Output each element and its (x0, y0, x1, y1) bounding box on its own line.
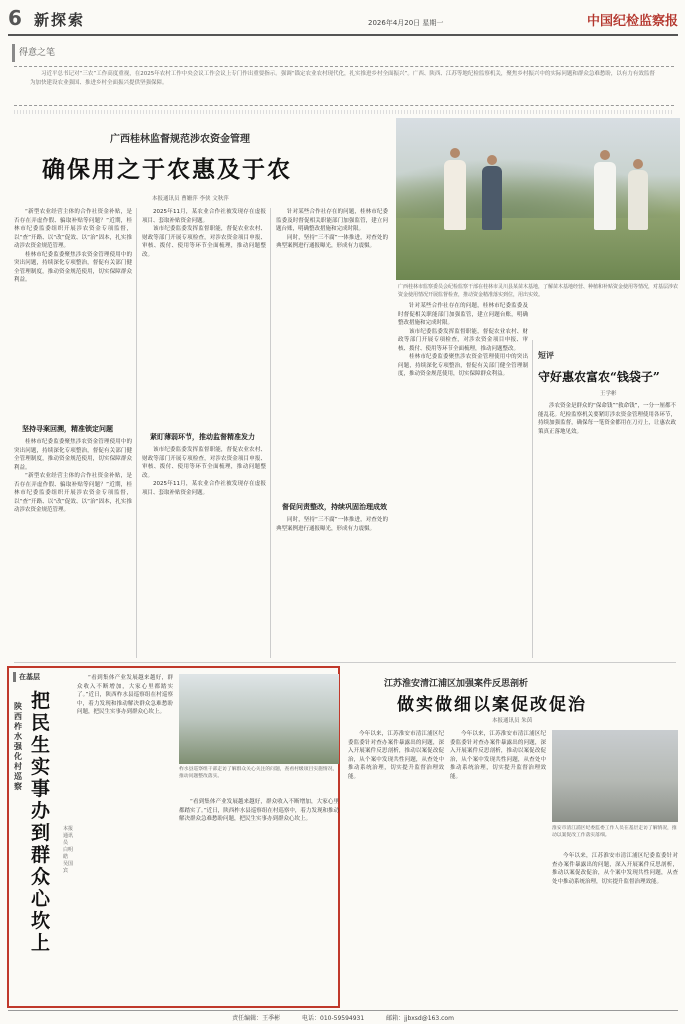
paragraph: 今年以来，江苏淮安市清江浦区纪委监委针对查办案件暴露出的问题，深入开展案件反思剖析，推动以案促改促治，从个案中发现共性问题，从查处中推动系统治理，切实提升监督治理效能。 (552, 853, 678, 885)
main-column-1 (14, 208, 132, 420)
paragraph: “新型农业经营主体的合作社资金补贴，是否存在弄虚作假、骗取补贴等问题？”近期，桂林市纪委监委组织开展涉农资金专项监督，以“查”开路、以“改”促效、以“治”固本，扎实推动涉农资金规范管理。 (14, 209, 132, 249)
paragraph: 同时，坚持“三不腐”一体推进，对查处的典型案例进行通报曝光，形成有力震慑。 (276, 234, 388, 249)
paragraph: 该市纪委监委发挥监督职能，督促农业农村、财政等部门开展专项检查，对涉农资金项目申报、审核、拨付、使用等环节全面梳理，推动问题整改。 (398, 328, 528, 352)
paragraph: 涉农资金是群众的“保命钱”“救命钱”，一分一厘都不能乱花。纪检监察机关要紧盯涉农资金管理使用各环节，持续加强监督，确保每一笔资金都用在刀刃上，让惠农政策真正落地见效。 (538, 403, 676, 435)
photo-person (628, 170, 648, 230)
main-column-3b (276, 516, 388, 658)
photo-person (594, 162, 616, 230)
footer-editor: 责任编辑：王季彬 (232, 1015, 281, 1022)
paragraph: 桂林市纪委监委聚焦涉农资金管理使用中的突出问题，持续深化专项整治，督促有关部门健全管理制度，推动资金规范使用，切实保障群众利益。 (14, 439, 132, 471)
sj-kicker: 江苏淮安清江浦区加强案件反思剖析 (384, 679, 529, 689)
column-rule (270, 208, 271, 658)
column-rule (532, 340, 533, 658)
photo-person-head (600, 150, 610, 160)
local-column-1 (77, 674, 173, 1004)
main-column-2b (142, 446, 266, 658)
sj-photo-caption: 淮安市清江浦区纪委监委工作人员在基层走访了解情况，推动以案促改工作落实落细。 (552, 826, 677, 838)
paragraph: “看到集体产业发展越来越好，群众收入不断增加，大家心里都踏实了。”近日，陕西柞水县巡察组在村巡察中，着力发现和推动解决群众急难愁盼问题，把民生实事办到群众心坎上。 (77, 675, 173, 715)
sj-column-2 (450, 730, 546, 1006)
main-photo (396, 118, 680, 280)
column-rule (136, 208, 137, 658)
local-tag: 在基层 (13, 672, 40, 682)
sidebar-tag: 短评 (538, 351, 554, 360)
main-photo-caption: 广西桂林市监察委员会纪检监察干部在桂林市灵川县某苗木基地，了解苗木基地经营、种植和补贴资金使用等情况，对基层涉农资金使用情况开展监督检查，推动资金精准落实到位，用出实效。 (398, 284, 679, 298)
footer-email: 邮箱：jjbxsd@163.com (386, 1015, 454, 1022)
paper-name: 中国纪检监察报 (586, 14, 678, 29)
intro-box (14, 66, 674, 106)
photo-person-head (633, 159, 643, 169)
main-byline: 本报通讯员 曹姗萍 李侠 文秋萍 (152, 196, 229, 202)
divider (14, 110, 674, 114)
paragraph: 该市纪委监委发挥监督职能，督促农业农村、财政等部门开展专项检查，对涉农资金项目申报、审核、拨付、使用等环节全面梳理，推动问题整改。 (142, 226, 266, 258)
photo-person-head (450, 148, 460, 158)
paragraph: 2025年11月，某农业合作社被发现存在虚报项目、套取补贴资金问题。 (142, 209, 266, 224)
local-photo-caption: 柞水县巡察组干部走访了解群众关心关注的问题，查看村级项目实施情况，推动问题整改落实。 (179, 767, 338, 779)
paragraph: 桂林市纪委监委聚焦涉农资金管理使用中的突出问题，持续深化专项整治，督促有关部门健全管理制度，推动资金规范使用，切实保障群众利益。 (398, 354, 528, 377)
page-number: 6 (8, 6, 22, 30)
photo-person (444, 160, 466, 230)
masthead (8, 6, 678, 36)
sidebar-author: 王学彬 (600, 391, 617, 397)
main-subhead-3: 督促问责整改，持续巩固治理成效 (282, 503, 387, 511)
paragraph: 该市纪委监委发挥监督职能，督促农业农村、财政等部门开展专项检查，对涉农资金项目申报、审核、拨付、使用等环节全面梳理，推动问题整改。 (142, 447, 266, 479)
intro-text: 习近平总书记对“三农”工作高度重视，在2025年农村工作中央会议工作会议上专门作出重要指示。强调“锚定农业农村现代化，扎实推进乡村全面振兴”。广西、陕西、江苏等地纪检监察机关，聚焦乡村振兴中的实际问题和群众急难愁盼，以有力有效监督为加快建设农业强国、推进乡村全面振兴提供坚强保障。 (30, 71, 655, 86)
paragraph: 桂林市纪委监委聚焦涉农资金管理使用中的突出问题，持续深化专项整治，督促有关部门健全管理制度，推动资金规范使用，切实保障群众利益。 (14, 251, 132, 283)
local-headline: 把民生实事办到群众心坎上 (31, 690, 51, 954)
local-photo (179, 674, 339, 764)
photo-person-head (487, 155, 497, 165)
section-name: 新探索 (34, 11, 86, 29)
sj-headline: 做实做细以案促改促治 (397, 695, 587, 715)
sj-photo (552, 730, 678, 822)
paragraph: 针对某些合作社存在的问题，桂林市纪委监委及时督促相关职能部门加强监管，建立问题台账，明确整改措施和完成时限。 (398, 303, 528, 326)
local-byline: 本报通讯员 白明皓 吴国宾 (63, 826, 74, 874)
paragraph: “新型农业经营主体的合作社资金补贴，是否存在弄虚作假、骗取补贴等问题？”近期，桂林市纪委监委组织开展涉农资金专项监督，以“查”开路、以“改”促效、以“治”固本，扎实推动涉农资金规范管理。 (14, 473, 132, 513)
paragraph: 同时，坚持“三不腐”一体推进，对查处的典型案例进行通报曝光，形成有力震慑。 (276, 517, 388, 532)
issue-date: 2026年4月20日 星期一 (368, 19, 444, 27)
main-headline: 确保用之于农惠及于农 (42, 156, 292, 183)
main-column-4 (398, 302, 528, 658)
sj-column-1 (348, 730, 444, 1006)
main-kicker: 广西桂林监督规范涉农资金管理 (110, 134, 250, 145)
local-kicker: 陕西柞水强化村巡察 (14, 702, 22, 791)
paragraph: 2025年11月，某农业合作社被发现存在虚报项目、套取补贴资金问题。 (142, 481, 266, 496)
footer-phone: 电话：010-59594931 (302, 1015, 365, 1022)
local-article-box (7, 666, 340, 1008)
paragraph: 今年以来，江苏淮安市清江浦区纪委监委针对查办案件暴露出的问题，深入开展案件反思剖析，推动以案促改促治，从个案中发现共性问题，从查处中推动系统治理，切实提升监督治理效能。 (450, 731, 546, 780)
paragraph: 今年以来，江苏淮安市清江浦区纪委监委针对查办案件暴露出的问题，深入开展案件反思剖析，推动以案促改促治，从个案中发现共性问题，从查处中推动系统治理，切实提升监督治理效能。 (348, 731, 444, 780)
paragraph: 针对某些合作社存在的问题，桂林市纪委监委及时督促相关职能部门加强监管，建立问题台账，明确整改措施和完成时限。 (276, 209, 388, 232)
main-column-3 (276, 208, 388, 498)
section-divider (14, 662, 676, 663)
sidebar-text (538, 402, 676, 658)
sj-column-3 (552, 852, 678, 1006)
main-subhead-1: 坚持寻案回溯，精准锁定问题 (22, 425, 113, 433)
main-subhead-2: 紧盯薄弱环节，推动监督精准发力 (150, 433, 255, 441)
column-tag: 得意之笔 (12, 44, 92, 62)
main-column-1b (14, 438, 132, 658)
local-column-2 (179, 798, 339, 1004)
photo-person (482, 166, 502, 230)
paragraph: “看到集体产业发展越来越好，群众收入不断增加，大家心里都踏实了。”近日，陕西柞水县巡察组在村巡察中，着力发现和推动解决群众急难愁盼问题，把民生实事办到群众心坎上。 (179, 799, 339, 822)
main-column-2 (142, 208, 266, 428)
sidebar-title: 守好惠农富农“钱袋子” (538, 370, 660, 384)
footer (8, 1010, 678, 1022)
sj-byline: 本报通讯员 朱茵 (492, 718, 533, 724)
